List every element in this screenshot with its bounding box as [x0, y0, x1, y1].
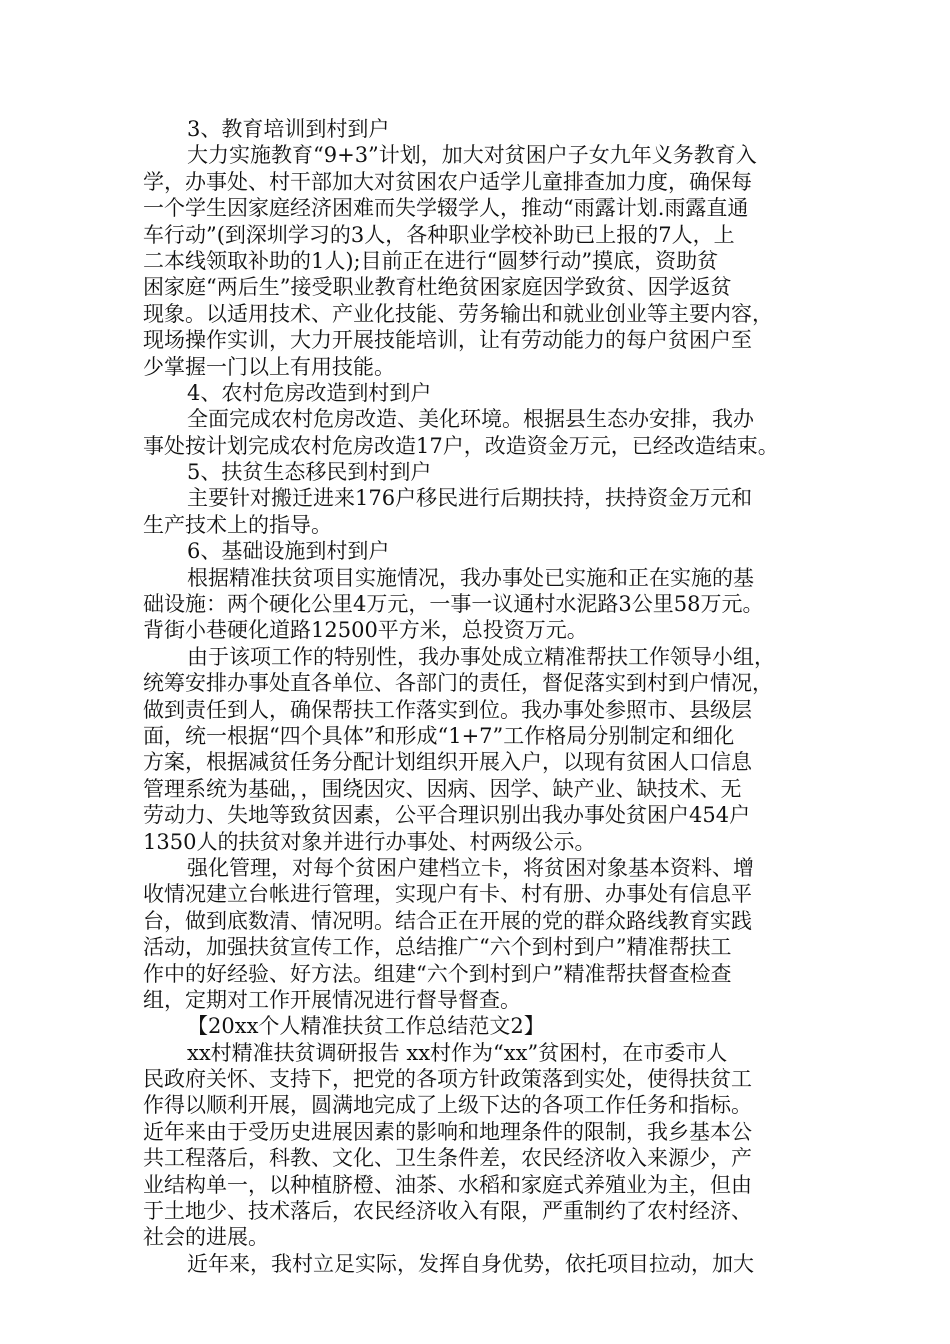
text-line: 共工程落后，科教、文化、卫生条件差，农民经济收入来源少，产 [143, 1146, 752, 1171]
document-page [143, 116, 831, 1277]
text-line: 统筹安排办事处直各单位、各部门的责任，督促落实到村到户情况， [143, 671, 773, 696]
text-line: 面，统一根据“四个具体”和形成“1+7”工作格局分别制定和细化 [143, 723, 735, 748]
text-line: 背街小巷硬化道路12500平方米，总投资万元。 [143, 618, 588, 643]
text-line: 学，办事处、村干部加大对贫困农户适学儿童排查加力度，确保每 [143, 169, 752, 194]
text-line: 二本线领取补助的1人);目前正在进行“圆梦行动”摸底，资助贫 [143, 248, 719, 273]
text-line: 少掌握一门以上有用技能。 [143, 354, 395, 379]
text-line: 一个学生因家庭经济困难而失学辍学人，推动“雨露计划.雨露直通 [143, 196, 749, 221]
text-line: 近年来由于受历史进展因素的影响和地理条件的限制，我乡基本公 [143, 1119, 752, 1144]
text-line: 车行动”(到深圳学习的3人，各种职业学校补助已上报的7人，上 [143, 222, 735, 247]
text-line: 【20xx个人精准扶贫工作总结范文2】 [187, 1014, 545, 1039]
text-line: 事处按计划完成农村危房改造17户，改造资金万元，已经改造结束。 [143, 433, 779, 458]
text-line: 于土地少、技术落后，农民经济收入有限，严重制约了农村经济、 [143, 1199, 752, 1224]
text-line: 组，定期对工作开展情况进行督导督查。 [143, 987, 521, 1012]
text-line: 劳动力、失地等致贫因素，公平合理识别出我办事处贫困户454户 [143, 803, 751, 828]
text-line: 台，做到底数清、情况明。结合正在开展的党的群众路线教育实践 [143, 908, 752, 933]
text-line: 现象。以适用技术、产业化技能、劳务输出和就业创业等主要内容， [143, 301, 773, 326]
text-line: 管理系统为基础，，围绕因灾、因病、因学、缺产业、缺技术、无 [143, 776, 742, 801]
text-line: 础设施：两个硬化公里4万元，一事一议通村水泥路3公里58万元。 [143, 592, 764, 617]
text-line: 民政府关怀、支持下，把党的各项方针政策落到实处，使得扶贫工 [143, 1067, 752, 1092]
text-line: 现场操作实训，大力开展技能培训，让有劳动能力的每户贫困户至 [143, 328, 752, 353]
text-line: 近年来，我村立足实际，发挥自身优势，依托项目拉动，加大 [187, 1251, 754, 1276]
text-line: 作中的好经验、好方法。组建“六个到村到户”精准帮扶督查检查 [143, 961, 732, 986]
text-line: 6、基础设施到村到户 [187, 539, 390, 564]
text-line: 5、扶贫生态移民到村到户 [187, 460, 432, 485]
text-line: 做到责任到人，确保帮扶工作落实到位。我办事处参照市、县级层 [143, 697, 752, 722]
text-line: 方案，根据减贫任务分配计划组织开展入户，以现有贫困人口信息 [143, 750, 752, 775]
text-line: 困家庭“两后生”接受职业教育杜绝贫困家庭因学致贫、因学返贫 [143, 275, 732, 300]
text-line: 1350人的扶贫对象并进行办事处、村两级公示。 [143, 829, 596, 854]
text-line: xx村精准扶贫调研报告 xx村作为“xx”贫困村，在市委市人 [187, 1040, 728, 1065]
text-line: 社会的进展。 [143, 1225, 269, 1250]
text-line: 收情况建立台帐进行管理，实现户有卡、村有册、办事处有信息平 [143, 882, 752, 907]
text-line: 4、农村危房改造到村到户 [187, 380, 432, 405]
text-line: 业结构单一，以种植脐橙、油茶、水稻和家庭式养殖业为主，但由 [143, 1172, 752, 1197]
text-line: 强化管理，对每个贫困户建档立卡，将贫困对象基本资料、增 [187, 855, 754, 880]
text-line: 作得以顺利开展，圆满地完成了上级下达的各项工作任务和指标。 [143, 1093, 752, 1118]
text-line: 活动，加强扶贫宣传工作，总结推广“六个到村到户”精准帮扶工 [143, 935, 732, 960]
text-line: 大力实施教育“9+3”计划，加大对贫困户子女九年义务教育入 [187, 143, 757, 168]
text-line: 3、教育培训到村到户 [187, 117, 390, 141]
text-line: 生产技术上的指导。 [143, 512, 332, 537]
text-line: 主要针对搬迁进来176户移民进行后期扶持，扶持资金万元和 [187, 486, 753, 511]
text-line: 根据精准扶贫项目实施情况，我办事处已实施和正在实施的基 [187, 565, 754, 590]
text-line: 全面完成农村危房改造、美化环境。根据县生态办安排，我办 [187, 407, 754, 432]
text-line: 由于该项工作的特别性，我办事处成立精准帮扶工作领导小组， [187, 644, 775, 669]
